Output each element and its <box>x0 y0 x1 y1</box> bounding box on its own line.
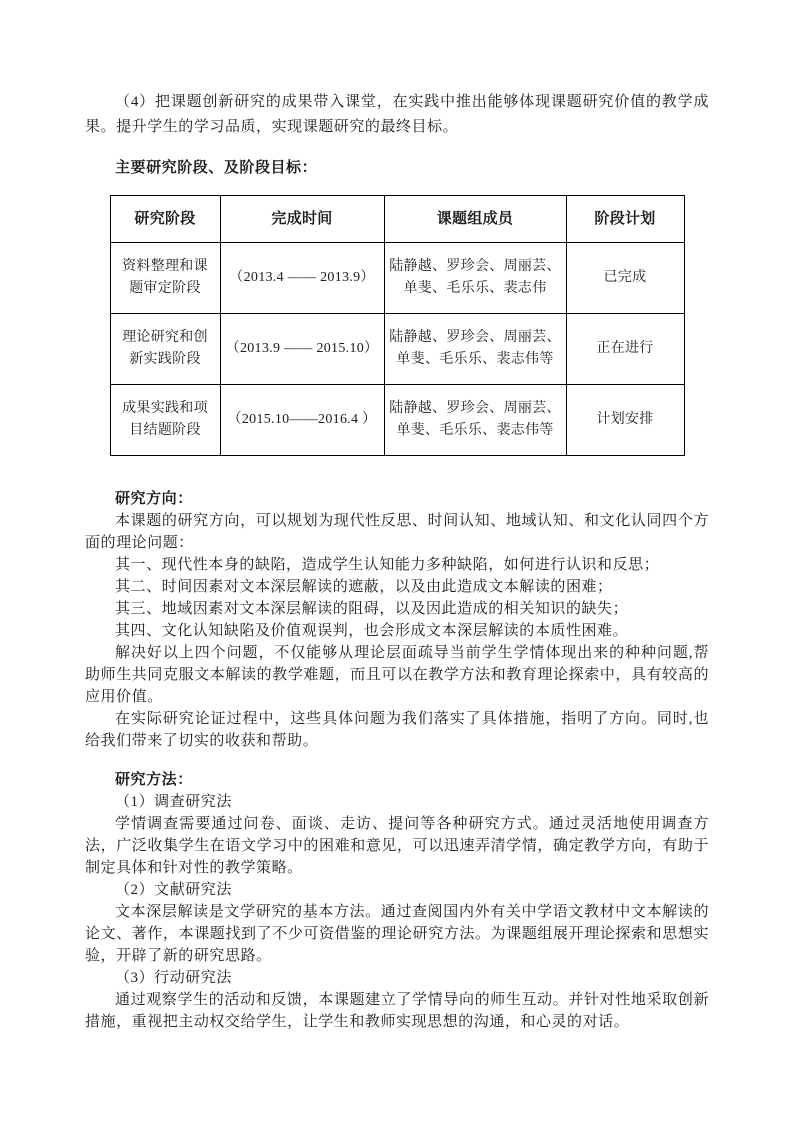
header-time: 完成时间 <box>220 196 384 243</box>
method-item-text: 文本深层解读是文学研究的基本方法。通过查阅国内外有关中学语文教材中文本解读的论文、著作，本课题找到了不少可资借鉴的理论研究方法。为课题组展开理论探索和思想实验，开辟了新的研究思路。 <box>85 904 709 964</box>
time-cell: （2015.10——2016.4 ） <box>220 385 384 456</box>
direction-paragraph: 在实际研究论证过程中，这些具体问题为我们落实了具体措施，指明了方向。同时,也给我们带来了切实的收获和帮助。 <box>85 711 709 749</box>
members-cell: 陆静越、罗珍会、周丽芸、单斐、毛乐乐、裴志伟 <box>384 243 566 314</box>
document-content <box>85 90 709 1033</box>
method-item-text: 学情调查需要通过问卷、面谈、走访、提问等各种研究方式。通过灵活地使用调查方法，广泛收集学生在语文学习中的困难和意见，可以迅速弄清学情，确定教学方向，有助于制定具体和针对性的教学策略。 <box>85 816 709 876</box>
stages-table <box>110 195 685 456</box>
header-status: 阶段计划 <box>566 196 684 243</box>
members-cell: 陆静越、罗珍会、周丽芸、单斐、毛乐乐、裴志伟等 <box>384 314 566 385</box>
direction-paragraph: 其四、文化认知缺陷及价值观误判，也会形成文本深层解读的本质性困难。 <box>115 623 629 639</box>
stage-cell: 理论研究和创新实践阶段 <box>110 314 220 385</box>
table-row <box>110 314 684 385</box>
direction-paragraph: 其一、现代性本身的缺陷，造成学生认知能力多种缺陷，如何进行认识和反思； <box>115 557 660 573</box>
header-members: 课题组成员 <box>384 196 566 243</box>
table-row <box>110 243 684 314</box>
time-cell: （2013.4 —— 2013.9） <box>220 243 384 314</box>
intro-paragraph: （4）把课题创新研究的成果带入课堂，在实践中推出能够体现课题研究价值的教学成果。提升学生的学习品质，实现课题研究的最终目标。 <box>85 94 709 135</box>
method-heading: 研究方法： <box>115 772 193 788</box>
direction-paragraph: 其三、地域因素对文本深层解读的阻碍，以及因此造成的相关知识的缺失； <box>115 601 629 617</box>
status-cell: 正在进行 <box>566 314 684 385</box>
direction-paragraph: 其二、时间因素对文本深层解读的遮蔽，以及由此造成文本解读的困难； <box>115 579 613 595</box>
method-item-label: （3）行动研究法 <box>115 970 232 986</box>
method-item-label: （2）文献研究法 <box>115 882 232 898</box>
direction-paragraph: 本课题的研究方向，可以规划为现代性反思、时间认知、地域认知、和文化认同四个方面的理论问题： <box>85 513 709 551</box>
method-item-text: 通过观察学生的活动和反馈，本课题建立了学情导向的师生互动。并针对性地采取创新措施，重视把主动权交给学生，让学生和教师实现思想的沟通，和心灵的对话。 <box>85 992 709 1030</box>
stage-cell: 资料整理和课题审定阶段 <box>110 243 220 314</box>
stages-heading: 主要研究阶段、及阶段目标： <box>115 160 318 176</box>
table-row <box>110 385 684 456</box>
stage-cell: 成果实践和项目结题阶段 <box>110 385 220 456</box>
status-cell: 已完成 <box>566 243 684 314</box>
status-cell: 计划安排 <box>566 385 684 456</box>
direction-heading: 研究方向： <box>115 491 193 507</box>
members-cell: 陆静越、罗珍会、周丽芸、单斐、毛乐乐、裴志伟等 <box>384 385 566 456</box>
method-item-label: （1）调查研究法 <box>115 794 232 810</box>
table-header-row <box>110 196 684 243</box>
direction-paragraph: 解决好以上四个问题，不仅能够从理论层面疏导当前学生学情体现出来的种种问题,帮助师生共同克服文本解读的教学难题，而且可以在教学方法和教育理论探索中，具有较高的应用价值。 <box>85 645 709 705</box>
time-cell: （2013.9 —— 2015.10） <box>220 314 384 385</box>
header-stage: 研究阶段 <box>110 196 220 243</box>
